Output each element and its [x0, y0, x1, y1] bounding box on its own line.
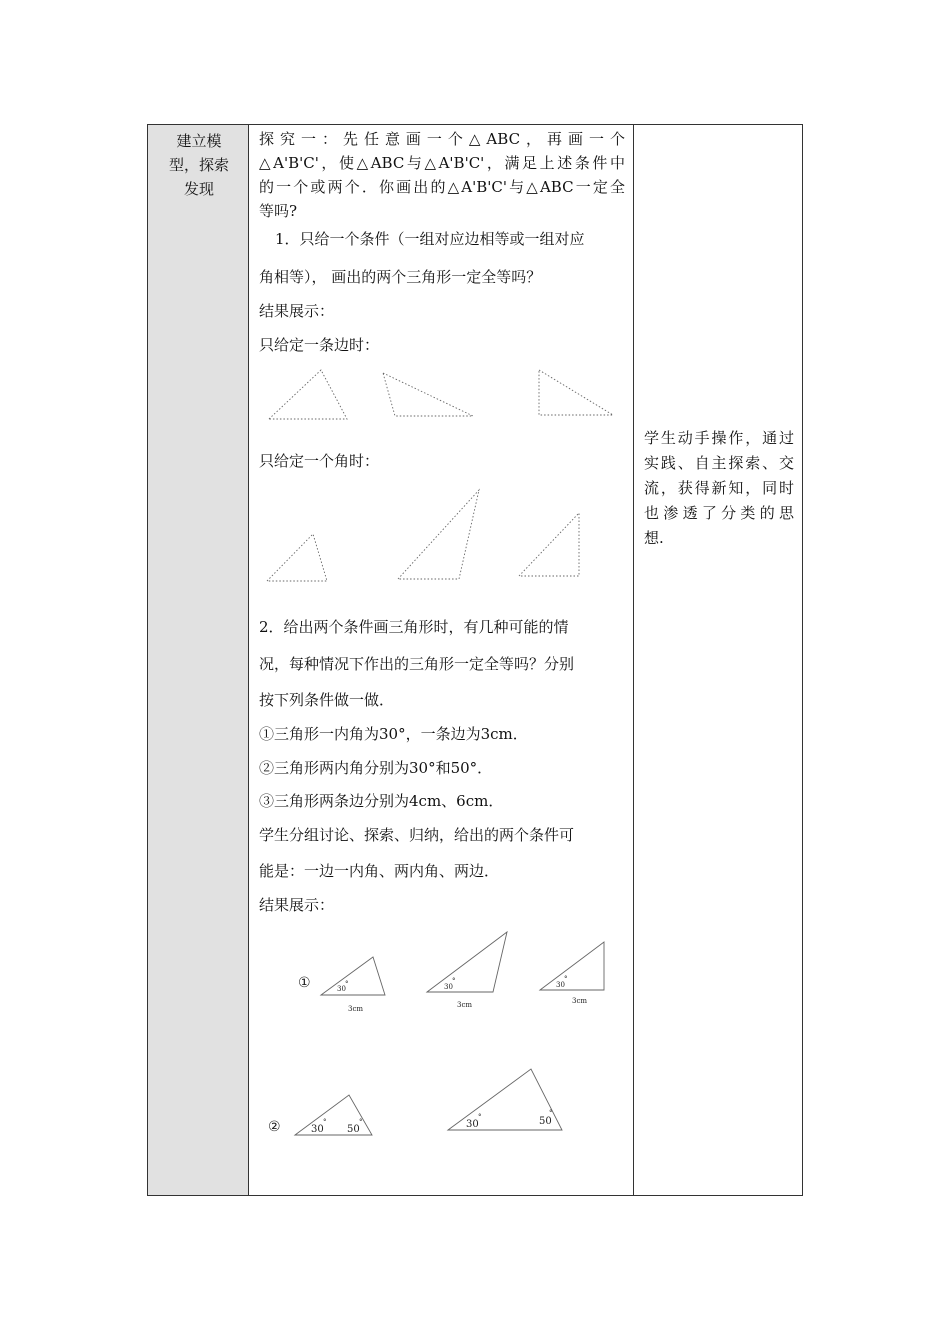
stage-column	[148, 125, 249, 1195]
question-2-line2: 况，每种情况下作出的三角形一定全等吗？分别	[259, 655, 575, 673]
condition-3: ③三角形两条边分别为4cm、6cm．	[259, 792, 504, 810]
svg-text:°: °	[564, 975, 568, 983]
condition-2: ②三角形两内角分别为30°和50°．	[259, 759, 493, 777]
question-2-line3: 按下列条件做一做．	[259, 691, 395, 709]
svg-text:30: 30	[337, 985, 346, 993]
one-angle-triangle-1	[267, 534, 327, 581]
explore-paragraph: 探究一：先任意画一个△ABC，再画一个 △A'B'C'，使△ABC与△A'B'C'，满足上述条件中 的一个或两个．你画出的△A'B'C'与△ABC一定全 等吗?	[259, 130, 625, 220]
figure-circle-1: ①	[298, 975, 311, 991]
result-label-1: 结果展示：	[259, 302, 335, 320]
svg-text:30: 30	[444, 983, 453, 991]
svg-text:°: °	[549, 1109, 553, 1117]
stage-title: 建立模 型，探索 发现	[168, 132, 229, 198]
svg-text:°: °	[359, 1118, 363, 1126]
one-angle-label: 只给定一个角时：	[259, 452, 380, 470]
svg-text:3cm: 3cm	[572, 997, 588, 1005]
question-1-line2: 角相等）， 画出的两个三角形一定全等吗？	[259, 268, 542, 286]
one-side-label: 只给定一条边时：	[259, 336, 380, 354]
svg-text:30: 30	[311, 1124, 324, 1135]
svg-text:30: 30	[466, 1119, 479, 1130]
cond1-triangle-1	[321, 957, 385, 995]
lesson-table	[147, 124, 803, 1196]
discussion-line1: 学生分组讨论、探索、归纳，给出的两个条件可	[259, 826, 575, 844]
svg-text:3cm: 3cm	[348, 1005, 364, 1013]
one-angle-triangle-3	[519, 513, 579, 576]
svg-text:3cm: 3cm	[457, 1001, 473, 1009]
result-label-2: 结果展示：	[259, 896, 335, 914]
svg-text:50: 50	[347, 1124, 360, 1135]
one-side-triangle-1	[269, 370, 347, 419]
one-side-triangle-2	[383, 373, 473, 416]
figure-circle-2: ②	[268, 1119, 281, 1135]
condition-1: ①三角形一内角为30°，一条边为3cm．	[259, 725, 528, 743]
question-2-line1: 2．给出两个条件画三角形时，有几种可能的情	[259, 618, 569, 636]
cond1-triangle-3	[540, 942, 604, 990]
svg-text:°: °	[452, 977, 456, 985]
one-angle-triangle-2	[398, 490, 479, 579]
cond1-triangle-2	[427, 932, 507, 992]
svg-text:50: 50	[539, 1116, 552, 1127]
teaching-note: 学生动手操作，通过 实践、自主探索、交 流，获得新知，同时 也渗透了分类的思 想.	[644, 429, 794, 547]
svg-text:30: 30	[556, 981, 565, 989]
note-column	[634, 125, 802, 1195]
question-1-line1: 1．只给一个条件（一组对应边相等或一组对应	[275, 230, 585, 248]
svg-text:°: °	[323, 1118, 327, 1126]
cond2-triangle-1	[295, 1095, 372, 1135]
svg-text:°: °	[345, 980, 349, 988]
triangle-figures	[249, 125, 634, 1197]
svg-text:°: °	[478, 1113, 482, 1121]
one-side-triangle-3	[539, 370, 613, 415]
activity-column	[249, 125, 634, 1195]
discussion-line2: 能是：一边一内角、两内角、两边．	[259, 862, 500, 880]
